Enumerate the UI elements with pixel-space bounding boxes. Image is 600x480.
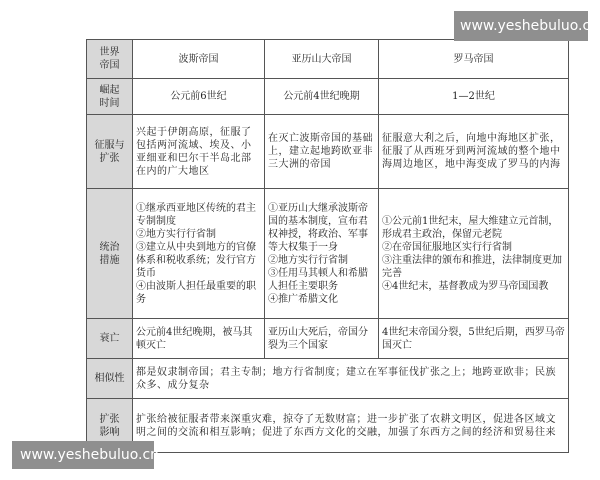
list-item: ③任用马其顿人和希腊人担任主要职务 [268, 267, 368, 292]
row-label-similarity: 相似性 [87, 359, 133, 399]
cell-governance-persia [133, 189, 265, 319]
row-label-governance: 统治 措施 [87, 189, 133, 319]
list-item: ④4世纪末，基督教成为罗马帝国国教 [382, 280, 549, 292]
list-item: ②在帝国征服地区实行行省制 [382, 241, 512, 253]
cell-similarity: 都是奴隶制帝国；君主专制；地方行省制度；建立在军事征伐扩张之上；地跨亚欧非；民族众多、成分复杂 [133, 359, 569, 399]
list-item: ③注重法律的颁布和推进，法律制度更加完善 [382, 254, 562, 279]
watermark-bottom: www.yeshebuluo.cn [12, 441, 154, 469]
row-label-rise-time: 崛起 时间 [87, 79, 133, 115]
watermark-top: www.yeshebuluo.cn [454, 11, 588, 41]
row-governance [87, 189, 569, 319]
column-header-rome: 罗马帝国 [379, 40, 569, 79]
list-item: ①继承西亚地区传统的君主专制制度 [136, 202, 256, 227]
cell-conquest-alexander: 在灭亡波斯帝国的基础上，建立起地跨欧亚非三大洲的帝国 [265, 115, 379, 189]
cell-decline-alexander: 亚历山大死后，帝国分裂为三个国家 [265, 319, 379, 359]
cell-governance-rome [379, 189, 569, 319]
cell-rise-alexander: 公元前4世纪晚期 [265, 79, 379, 115]
row-decline [87, 319, 569, 359]
column-header-alexander: 亚历山大帝国 [265, 40, 379, 79]
list-item: ④推广希腊文化 [268, 293, 338, 305]
cell-rise-persia: 公元前6世纪 [133, 79, 265, 115]
row-similarity [87, 359, 569, 399]
list-item: ②地方实行行省制 [268, 254, 348, 266]
cell-decline-persia: 公元前4世纪晚期，被马其顿灭亡 [133, 319, 265, 359]
column-header-persia: 波斯帝国 [133, 40, 265, 79]
list-item: ②地方实行行省制 [136, 228, 216, 240]
row-label-conquest: 征服与 扩张 [87, 115, 133, 189]
cell-decline-rome: 4世纪末帝国分裂，5世纪后期，西罗马帝国灭亡 [379, 319, 569, 359]
cell-rise-rome: 1—2世纪 [379, 79, 569, 115]
list-item: ①公元前1世纪末，屋大维建立元首制，形成君主政治，保留元老院 [382, 215, 559, 240]
corner-cell: 世界 帝国 [87, 40, 133, 79]
empire-comparison-table [86, 39, 569, 453]
list-item: ④由波斯人担任最重要的职务 [136, 280, 256, 305]
cell-conquest-persia: 兴起于伊朗高原，征服了包括两河流域、埃及、小亚细亚和巴尔干半岛北部在内的广大地区 [133, 115, 265, 189]
row-conquest [87, 115, 569, 189]
row-rise-time [87, 79, 569, 115]
cell-conquest-rome: 征服意大利之后，向地中海地区扩张，征服了从西班牙到两河流域的整个地中海周边地区，地中海变成了罗马的内海 [379, 115, 569, 189]
list-item: ①亚历山大继承波斯帝国的基本制度，宣布君权神授，将政治、军事等大权集于一身 [268, 202, 368, 253]
list-item: ③建立从中央到地方的官僚体系和税收系统；发行官方货币 [136, 241, 256, 279]
row-label-expansion-impact: 扩张 影响 [87, 399, 133, 453]
header-row [87, 40, 569, 79]
cell-governance-alexander [265, 189, 379, 319]
row-label-decline: 衰亡 [87, 319, 133, 359]
cell-expansion-impact: 扩张给被征服者带来深重灾难，掠夺了无数财富；进一步扩张了农耕文明区，促进各区域文明之间的交流和相互影响；促进了东西方文化的交融，加强了东西方之间的经济和贸易往来 [133, 399, 569, 453]
